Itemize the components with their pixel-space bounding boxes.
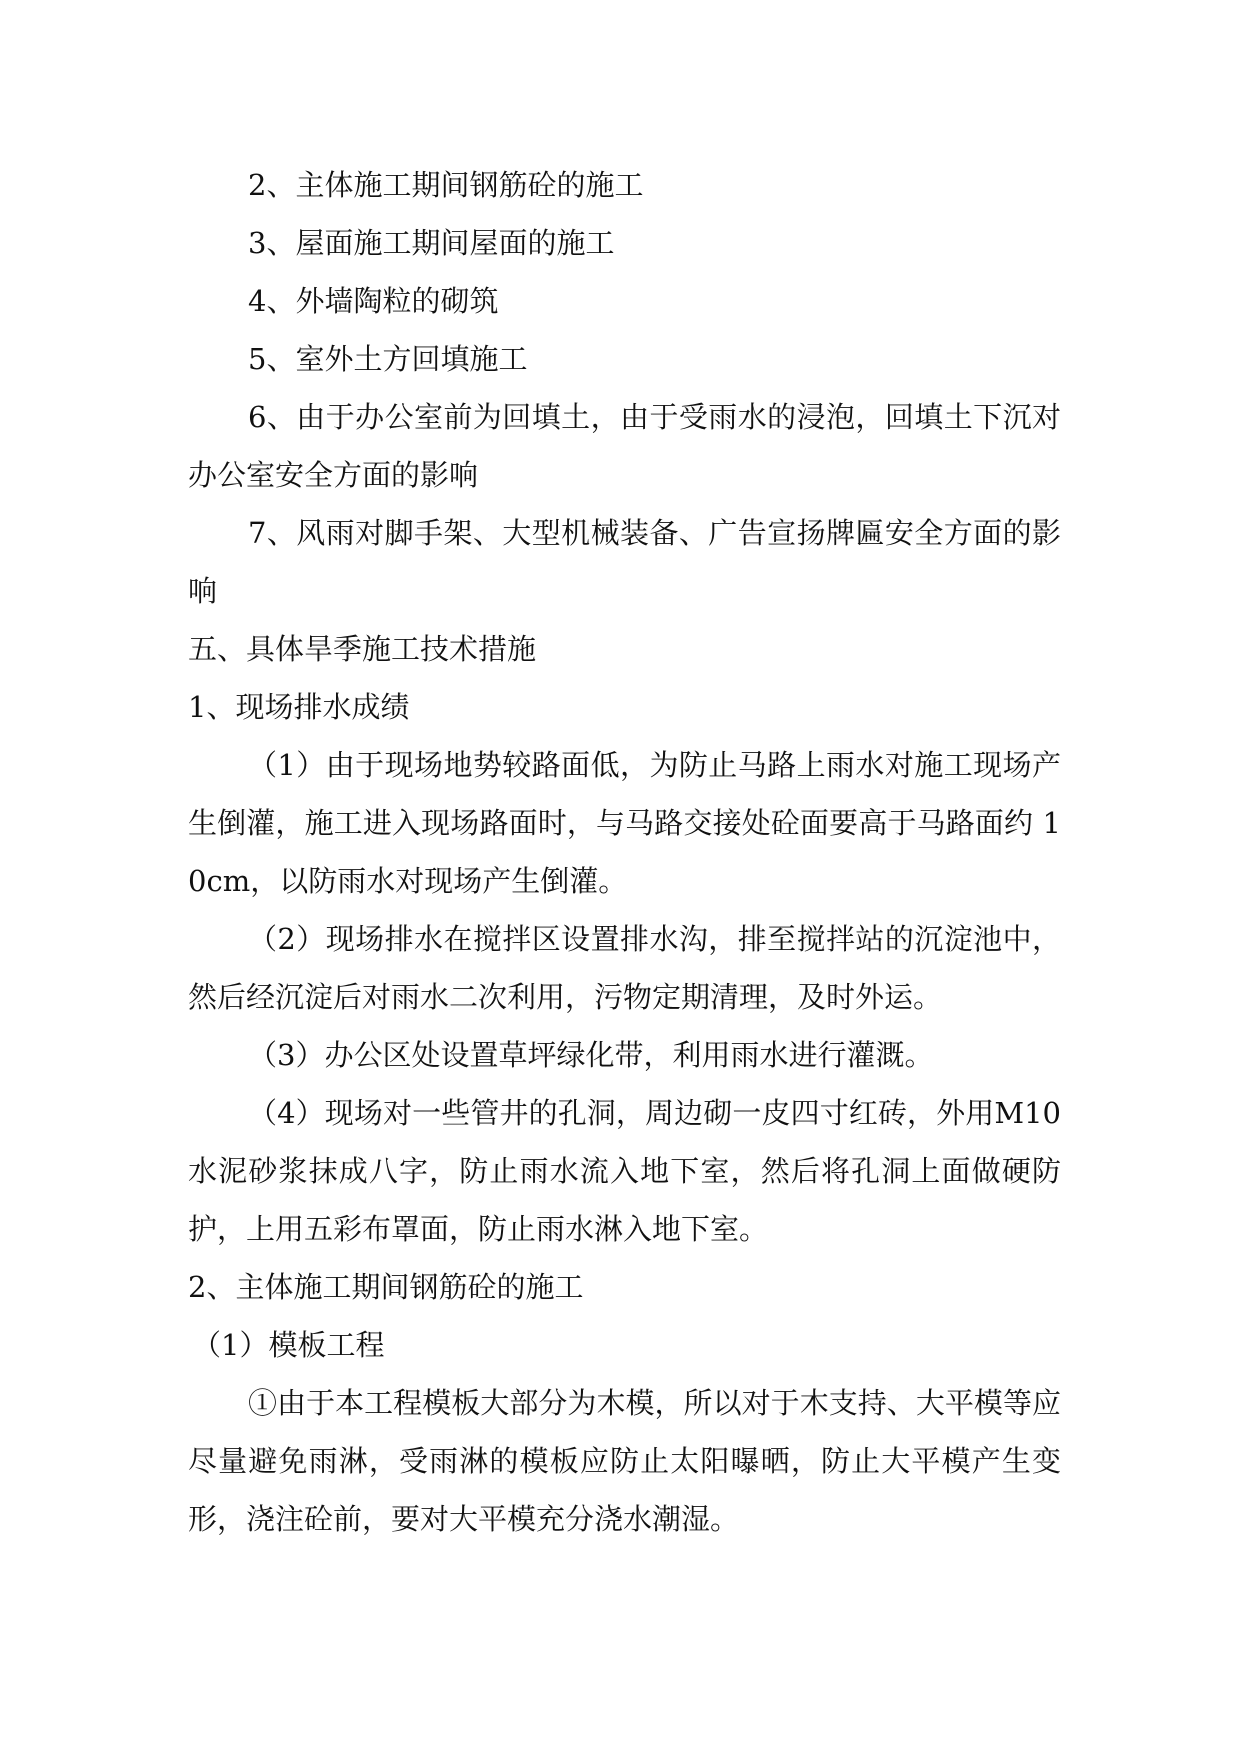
list-item-6: 6、由于办公室前为回填土，由于受雨水的浸泡，回填土下沉对办公室安全方面的影响 [188, 400, 1061, 492]
list-item-5: 5、室外土方回填施工 [248, 342, 528, 376]
paragraph-1-3: （3）办公区处设置草坪绿化带，利用雨水进行灌溉。 [248, 1038, 934, 1072]
paragraph-1-4: （4）现场对一些管井的孔洞，周边砌一皮四寸红砖，外用M10 水泥砂浆抹成八字，防止雨水流入地下室，然后将孔洞上面做硬防护，上用五彩布罩面，防止雨水淋入地下室。 [188, 1096, 1061, 1246]
paragraph-formwork-1: ①由于本工程模板大部分为木模，所以对于木支持、大平模等应尽量避免雨淋，受雨淋的模板应防止太阳曝晒，防止大平模产生变形，浇注砼前，要对大平模充分浇水潮湿。 [188, 1386, 1061, 1536]
sub-item-heading-formwork: （1）模板工程 [192, 1328, 385, 1362]
document-page [188, 156, 1061, 1548]
list-item-4: 4、外墙陶粒的砌筑 [248, 284, 499, 318]
paragraph-1-2: （2）现场排水在搅拌区设置排水沟，排至搅拌站的沉淀池中，然后经沉淀后对雨水二次利用，污物定期清理，及时外运。 [188, 922, 1061, 1014]
subsection-heading-1: 1、现场排水成绩 [188, 690, 410, 724]
list-item-2: 2、主体施工期间钢筋砼的施工 [248, 168, 644, 202]
paragraph-1-1: （1）由于现场地势较路面低，为防止马路上雨水对施工现场产生倒灌，施工进入现场路面时，与马路交接处砼面要高于马路面约 10cm，以防雨水对现场产生倒灌。 [188, 748, 1061, 898]
section-heading-5: 五、具体旱季施工技术措施 [188, 632, 537, 666]
list-item-7: 7、风雨对脚手架、大型机械装备、广告宣扬牌匾安全方面的影响 [188, 516, 1061, 608]
list-item-3: 3、屋面施工期间屋面的施工 [248, 226, 615, 260]
subsection-heading-2: 2、主体施工期间钢筋砼的施工 [188, 1270, 584, 1304]
